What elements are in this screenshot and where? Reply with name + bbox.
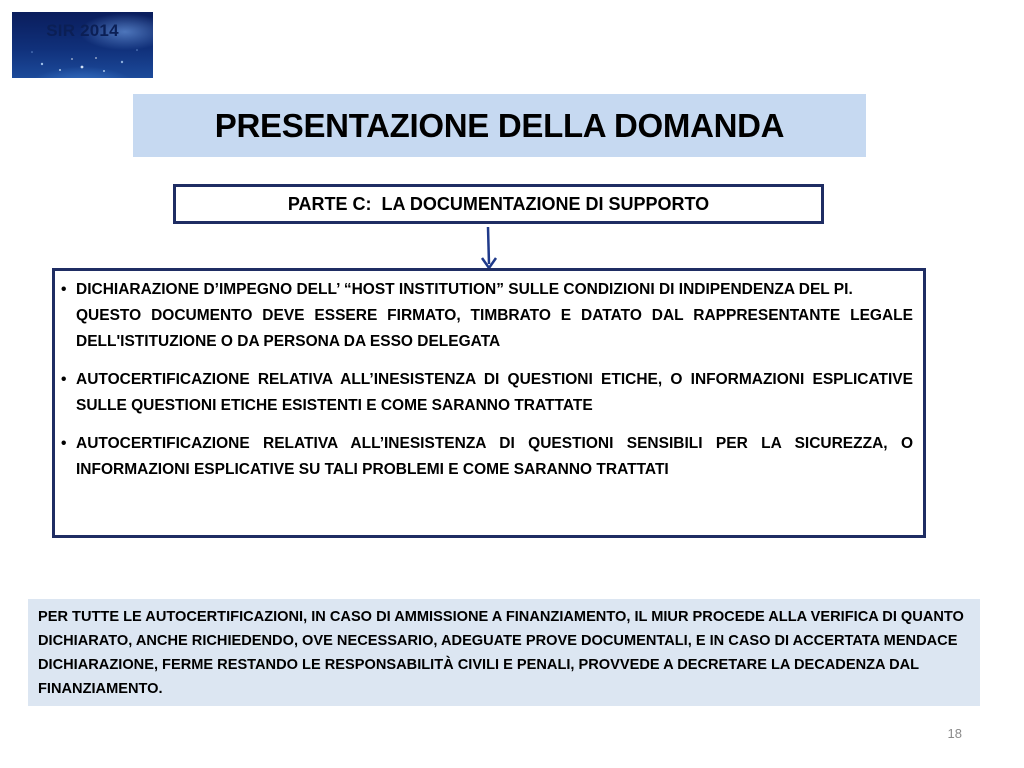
part-label-box bbox=[173, 184, 824, 224]
list-item-text: AUTOCERTIFICAZIONE RELATIVA ALL’INESISTENZA DI QUESTIONI SENSIBILI PER LA SICUREZZA, O INFORMAZIONI ESPLICATIVE SU TALI PROBLEMI E COME SARANNO TRATTATI bbox=[76, 435, 913, 478]
list-item-text: DICHIARAZIONE D’IMPEGNO DELL’ “HOST INSTITUTION” SULLE CONDIZIONI DI INDIPENDENZA DEL PI. bbox=[76, 281, 853, 298]
slide-title-box bbox=[133, 94, 866, 157]
slide-title: PRESENTAZIONE DELLA DOMANDA bbox=[214, 106, 785, 144]
page-number: 18 bbox=[947, 726, 962, 741]
documentation-list-box bbox=[52, 268, 926, 538]
list-item-subtext: QUESTO DOCUMENTO DEVE ESSERE FIRMATO, TIMBRATO E DATATO DAL RAPPRESENTANTE LEGALE DELL'ISTITUZIONE O DA PERSONA DA ESSO DELEGATA bbox=[76, 307, 913, 350]
verification-note: PER TUTTE LE AUTOCERTIFICAZIONI, IN CASO DI AMMISSIONE A FINANZIAMENTO, IL MIUR PROCEDE ALLA VERIFICA DI QUANTO DICHIARATO, ANCHE RICHIEDENDO, OVE NECESSARIO, ADEGUATE PROVE DOCUMENTALI, E IN CASO DI ACCERTATA MENDACE DICHIARAZIONE, FERME RESTANDO LE RESPONSABILITÀ CIVILI E PENALI, PROVVEDE A DECRETARE LA DECADENZA DAL FINANZIAMENTO. bbox=[28, 599, 980, 706]
list-item-text: AUTOCERTIFICAZIONE RELATIVA ALL’INESISTENZA DI QUESTIONI ETICHE, O INFORMAZIONI ESPLICATIVE SULLE QUESTIONI ETICHE ESISTENTI E COME SARANNO TRATTATE bbox=[76, 371, 913, 414]
bullet-icon: • bbox=[61, 435, 67, 452]
bullet-icon: • bbox=[61, 371, 67, 388]
down-arrow-icon bbox=[478, 226, 500, 272]
part-label: PARTE C: LA DOCUMENTAZIONE DI SUPPORTO bbox=[287, 193, 710, 214]
bullet-icon: • bbox=[61, 281, 67, 298]
list-item bbox=[61, 367, 913, 419]
list-item bbox=[61, 277, 913, 355]
list-item bbox=[61, 431, 913, 483]
logo-title: SIR 2014 bbox=[46, 21, 119, 40]
sir-2014-logo bbox=[12, 12, 153, 78]
